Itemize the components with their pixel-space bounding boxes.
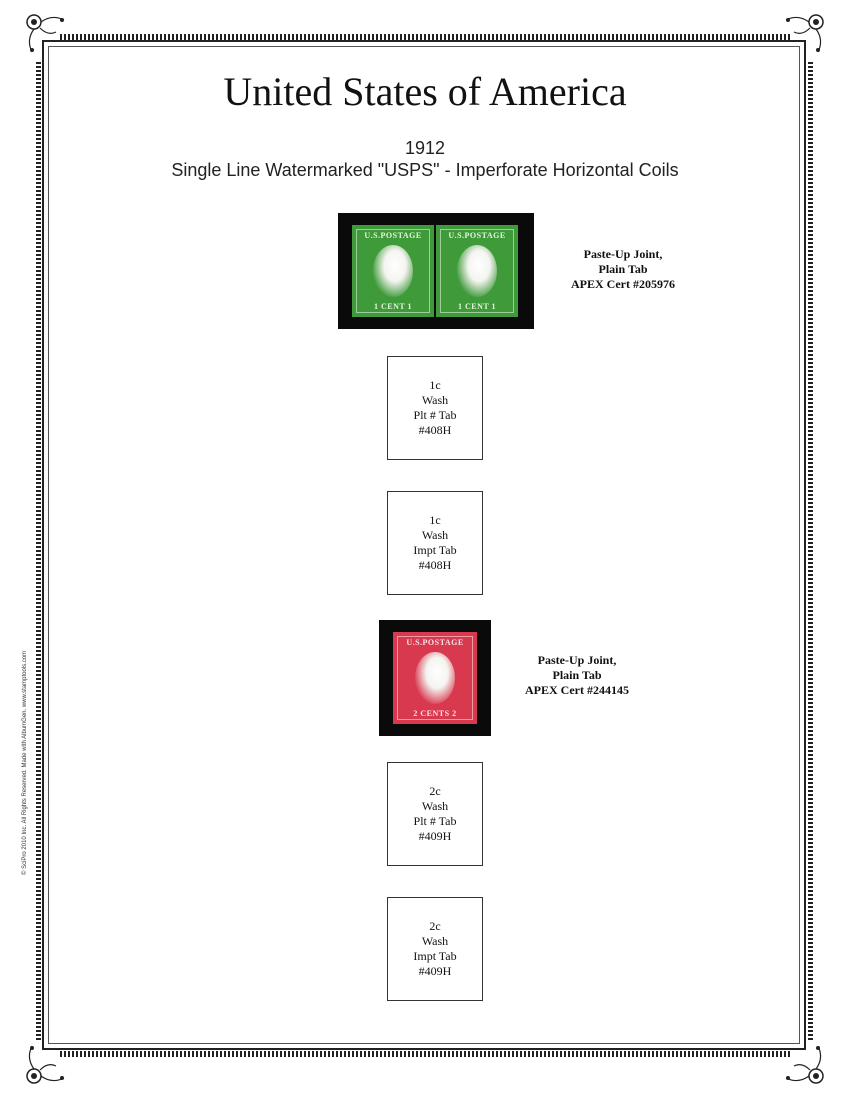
stamp-mount-1c-pair — [338, 213, 534, 329]
stamp-space-box — [387, 762, 483, 866]
page-subtitle: Single Line Watermarked "USPS" - Imperforate Horizontal Coils — [171, 160, 679, 180]
box-line: #408H — [418, 558, 452, 572]
box-line: 2c — [429, 919, 441, 933]
washington-portrait-icon — [457, 245, 497, 297]
box-line: 1c — [429, 378, 441, 392]
box-line: #409H — [418, 964, 452, 978]
stamp-bottom-text: 2 CENTS 2 — [413, 709, 457, 718]
page-year: 1912 — [404, 138, 446, 158]
ornament-corner-top-right-icon — [780, 10, 828, 58]
washington-portrait-icon — [415, 652, 455, 704]
stamp-space-box — [387, 897, 483, 1001]
box-line: Wash — [421, 799, 449, 813]
stamp-label-line: APEX Cert #205976 — [571, 277, 675, 291]
stamp-1c-right — [436, 225, 518, 317]
stamp-top-text: U.S.POSTAGE — [406, 638, 464, 647]
ornament-corner-bottom-left-icon — [22, 1040, 70, 1088]
copyright-credit-text: © SciPro 2010 Inc. All Rights Reserved. Made with AlbumGen. www.stamptools.com — [22, 650, 28, 875]
stamp-space-box — [387, 491, 483, 595]
box-line: #408H — [418, 423, 452, 437]
stamp-label-line: Plain Tab — [552, 668, 602, 682]
stamp-1c-left — [352, 225, 434, 317]
ornament-corner-bottom-right-icon — [780, 1040, 828, 1088]
box-line: Wash — [421, 528, 449, 542]
box-line: Wash — [421, 393, 449, 407]
box-line: 2c — [429, 784, 441, 798]
washington-portrait-icon — [373, 245, 413, 297]
box-line: Plt # Tab — [413, 408, 457, 422]
stamp-label-line: Paste-Up Joint, — [537, 653, 617, 667]
stamp-label-1c — [560, 247, 686, 292]
frame-border-bottom — [60, 1051, 790, 1057]
box-line: #409H — [418, 829, 452, 843]
stamp-2c — [393, 632, 477, 724]
stamp-label-2c — [512, 653, 642, 698]
box-line: Plt # Tab — [413, 814, 457, 828]
stamp-label-line: Plain Tab — [598, 262, 648, 276]
box-line: Impt Tab — [413, 543, 457, 557]
stamp-mount-2c — [379, 620, 491, 736]
stamp-top-text: U.S.POSTAGE — [364, 231, 422, 240]
copyright-credit — [22, 605, 38, 875]
box-line: Wash — [421, 934, 449, 948]
stamp-label-line: Paste-Up Joint, — [583, 247, 663, 261]
stamp-top-text: U.S.POSTAGE — [448, 231, 506, 240]
stamp-bottom-text: 1 CENT 1 — [373, 302, 413, 311]
box-line: 1c — [429, 513, 441, 527]
ornament-corner-top-left-icon — [22, 10, 70, 58]
page-title: United States of America — [223, 69, 627, 114]
stamp-bottom-text: 1 CENT 1 — [457, 302, 497, 311]
frame-border-left — [36, 62, 41, 1040]
box-line: Impt Tab — [413, 949, 457, 963]
stamp-label-line: APEX Cert #244145 — [525, 683, 629, 697]
stamp-space-box — [387, 356, 483, 460]
frame-border-right — [808, 62, 813, 1040]
